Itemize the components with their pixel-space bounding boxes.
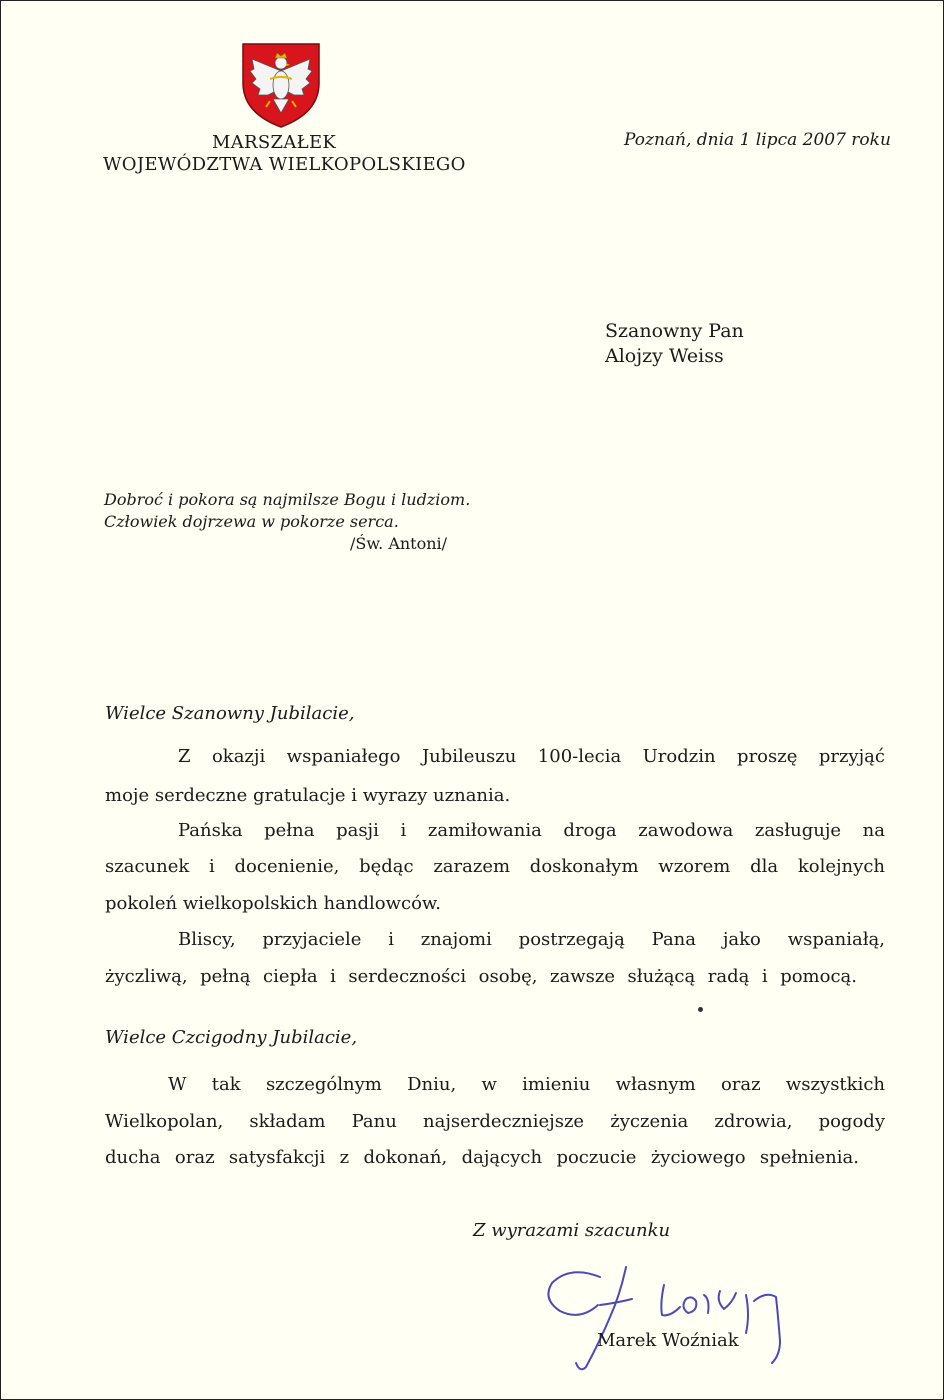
recipient-line1: Szanowny Pan <box>605 320 744 342</box>
para3-line2: życzliwą, pełną ciepła i serdeczności osobę, zawsze służącą radą i pomocą. <box>105 966 857 987</box>
sender-title-line2: WOJEWÓDZTWA WIELKOPOLSKIEGO <box>103 154 466 175</box>
handwritten-signature <box>540 1255 810 1375</box>
motto-attribution: /Św. Antoni/ <box>350 534 448 553</box>
para1-line2: moje serdeczne gratulacje i wyrazy uznania. <box>105 785 511 806</box>
para1-line1: Z okazji wspaniałego Jubileuszu 100-lecia Urodzin proszę przyjąć <box>178 746 885 767</box>
para2-line1: Pańska pełna pasji i zamiłowania droga zawodowa zasługuje na <box>178 820 885 841</box>
sender-title-line1: MARSZAŁEK <box>212 132 337 153</box>
motto-line1: Dobroć i pokora są najmilsze Bogu i ludziom. <box>104 490 471 509</box>
motto-line2: Człowiek dojrzewa w pokorze serca. <box>104 512 399 531</box>
salutation-first: Wielce Szanowny Jubilacie, <box>105 703 355 724</box>
para2-line3: pokoleń wielkopolskich handlowców. <box>105 893 441 914</box>
para3-line1: Bliscy, przyjaciele i znajomi postrzegają Pana jako wspaniałą, <box>178 929 885 950</box>
para4-line2: Wielkopolan, składam Panu najserdeczniejsze życzenia zdrowia, pogody <box>105 1111 885 1132</box>
para4-line1: W tak szczególnym Dniu, w imieniu własnym oraz wszystkich <box>168 1074 885 1095</box>
recipient-line2: Alojzy Weiss <box>605 345 724 367</box>
letter-date: Poznań, dnia 1 lipca 2007 roku <box>624 130 891 150</box>
closing-phrase: Z wyrazami szacunku <box>473 1220 671 1241</box>
eagle-coat-of-arms-icon <box>240 41 322 129</box>
salutation-second: Wielce Czcigodny Jubilacie, <box>105 1027 358 1048</box>
para4-line3: ducha oraz satysfakcji z dokonań, dających poczucie życiowego spełnienia. <box>105 1147 859 1168</box>
signatory-name: Marek Woźniak <box>597 1330 739 1351</box>
para2-line2: szacunek i docenienie, będąc zarazem doskonałym wzorem dla kolejnych <box>105 856 885 877</box>
ink-dot <box>698 1007 703 1012</box>
